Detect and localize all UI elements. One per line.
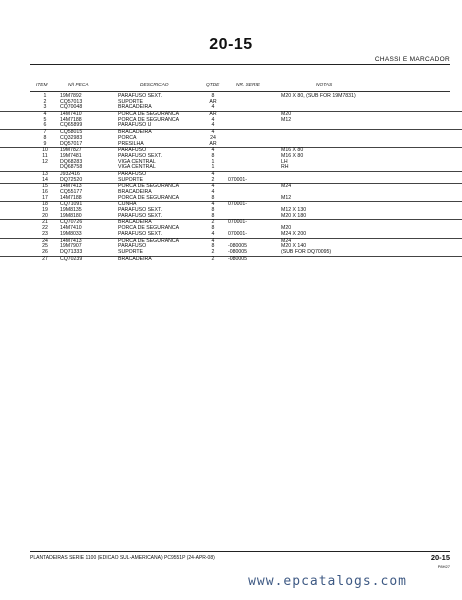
description-cell: PARAFUSO SEXT. (118, 207, 163, 214)
part-number-cell: 14M7413 (60, 237, 82, 244)
item-cell: 27 (42, 255, 48, 262)
part-number-cell: DQ71333 (60, 248, 83, 255)
part-number-cell: CQ55177 (60, 189, 83, 195)
notes-cell: M24 (281, 237, 292, 244)
part-number-cell: CQ58015 (60, 129, 83, 136)
description-cell: PORCA (118, 134, 137, 141)
serial-cell: 070001- (228, 230, 248, 237)
page-footer (30, 553, 450, 569)
footer-rule (30, 551, 450, 552)
item-cell: 2 (43, 98, 47, 105)
quantity-cell: 4 (211, 230, 215, 237)
table-header (0, 83, 462, 91)
parts-table (0, 94, 462, 262)
serial-cell: -080005 (228, 248, 248, 255)
col-qty-header: QTDE (206, 83, 220, 88)
quantity-cell: 4 (211, 237, 215, 244)
item-cell: 17 (42, 194, 48, 201)
footer-code: P8H27 (437, 564, 450, 569)
part-number-cell: DQ72520 (60, 176, 83, 183)
item-cell: 24 (42, 237, 48, 244)
table-row (0, 257, 462, 263)
item-cell: 21 (42, 219, 48, 226)
part-number-cell: CQ70048 (60, 104, 83, 111)
notes-cell: M20 (281, 225, 292, 232)
part-number-cell: DQ68283 (60, 158, 83, 165)
quantity-cell: AR (209, 140, 217, 147)
part-number-cell: J932416 (60, 170, 80, 177)
part-number-cell: 19M8180 (60, 212, 82, 219)
notes-cell: M24 X 200 (281, 230, 307, 237)
header-rule (30, 64, 450, 65)
quantity-cell: 2 (211, 255, 215, 262)
quantity-cell: 8 (211, 152, 215, 159)
description-cell: BRACADEIRA (118, 255, 152, 262)
part-number-cell: DQ68758 (60, 164, 83, 171)
quantity-cell: 8 (211, 243, 215, 250)
item-cell: 26 (42, 248, 48, 255)
quantity-cell: 4 (211, 189, 215, 195)
description-cell: PARAFUSO U (118, 122, 152, 129)
description-cell: SUPORTE (118, 248, 143, 255)
item-cell: 9 (43, 140, 47, 147)
quantity-cell: 4 (211, 129, 215, 136)
quantity-cell: 1 (211, 158, 215, 165)
section-title: CHASSI E MARCADOR (374, 56, 450, 63)
quantity-cell: 2 (211, 219, 215, 226)
description-cell: SUPORTE (118, 98, 143, 105)
item-cell: 18 (42, 201, 48, 208)
description-cell: CUNHA (118, 201, 137, 208)
serial-cell: -080005 (228, 243, 248, 250)
item-cell: 14 (42, 176, 48, 183)
quantity-cell: 2 (211, 248, 215, 255)
serial-cell: 070001- (228, 219, 248, 226)
part-number-cell: 19M7907 (60, 243, 82, 250)
quantity-cell: 4 (211, 122, 215, 129)
part-number-cell: CQ65899 (60, 122, 83, 129)
page-title: 20-15 (209, 36, 253, 53)
description-cell: PORCA DE SEGURANCA (118, 183, 180, 190)
item-cell: 19 (42, 207, 48, 214)
item-cell: 15 (42, 183, 48, 190)
serial-cell: -080005 (228, 255, 248, 262)
notes-cell: M12 (281, 116, 292, 123)
notes-cell: M24 (281, 183, 292, 190)
part-number-cell: 14M7410 (60, 225, 82, 232)
item-cell: 10 (42, 147, 48, 154)
quantity-cell: 4 (211, 183, 215, 190)
col-notes-header: NOTAS (316, 83, 333, 88)
quantity-cell: AR (209, 111, 217, 118)
part-number-cell: CQ32983 (60, 134, 83, 141)
item-cell: 22 (42, 225, 48, 232)
description-cell: PARAFUSO (118, 170, 147, 177)
part-number-cell: CQ70239 (60, 255, 83, 262)
col-serial-header: NR. SERIE (236, 83, 260, 88)
description-cell: PORCA DE SEGURANCA (118, 237, 180, 244)
quantity-cell: 2 (211, 176, 215, 183)
part-number-cell: 14M7413 (60, 183, 82, 190)
item-cell: 4 (43, 111, 47, 118)
item-cell: 1 (43, 93, 47, 99)
description-cell: PORCA DE SEGURANCA (118, 194, 180, 201)
notes-cell: M16 X 80 (281, 152, 304, 159)
notes-cell: M20 X 80, (SUB FOR 19M7831) (281, 93, 356, 99)
item-cell: 11 (42, 152, 48, 159)
description-cell: PARAFUSO SEXT. (118, 212, 163, 219)
item-cell: 25 (42, 243, 48, 250)
footer-text: PLANTADEIRAS SERIE 1100 (EDICAO SUL-AMERICANA) PC9551P (24-APR-08) (30, 555, 215, 561)
part-number-cell: CQ70726 (60, 219, 83, 226)
item-cell: 16 (42, 189, 48, 195)
notes-cell: M20 X 180 (281, 212, 307, 219)
description-cell: PARAFUSO SEXT. (118, 93, 163, 99)
quantity-cell: 1 (211, 164, 215, 171)
col-item-header: ITEM (36, 83, 48, 88)
item-cell: 5 (43, 116, 47, 123)
notes-cell: M20 X 140 (281, 243, 307, 250)
quantity-cell: 4 (211, 116, 215, 123)
part-number-cell: 14M7410 (60, 111, 82, 118)
part-number-cell: CQ57013 (60, 98, 83, 105)
serial-cell: 070001- (228, 201, 248, 208)
quantity-cell: 24 (210, 134, 216, 141)
notes-cell: M16 X 80 (281, 147, 304, 154)
notes-cell: LH (281, 158, 288, 165)
description-cell: BRACADEIRA (118, 104, 152, 111)
description-cell: PARAFUSO (118, 243, 147, 250)
quantity-cell: 8 (211, 93, 215, 99)
item-cell: 8 (43, 134, 47, 141)
description-cell: PORCA DE SEGURANCA (118, 111, 180, 118)
quantity-cell: 8 (211, 225, 215, 232)
item-cell: 3 (43, 104, 47, 111)
part-number-cell: 19M8135 (60, 207, 82, 214)
serial-cell: 070001- (228, 176, 248, 183)
part-number-cell: 14M7188 (60, 116, 82, 123)
description-cell: PORCA DE SEGURANCA (118, 116, 180, 123)
part-number-cell: 19M7827 (60, 147, 82, 154)
part-number-cell: 19M8033 (60, 230, 82, 237)
description-cell: PARAFUSO SEXT. (118, 230, 163, 237)
notes-cell: RH (281, 164, 289, 171)
notes-cell: M12 X 130 (281, 207, 307, 214)
description-cell: VIGA CENTRAL (118, 158, 156, 165)
description-cell: SUPORTE (118, 176, 143, 183)
item-cell: 7 (43, 129, 47, 136)
quantity-cell: 8 (211, 207, 215, 214)
description-cell: VIGA CENTRAL (118, 164, 156, 171)
item-cell: 20 (42, 212, 48, 219)
quantity-cell: 8 (211, 194, 215, 201)
description-cell: PARAFUSO (118, 147, 147, 154)
part-number-cell: DQ57017 (60, 140, 83, 147)
quantity-cell: 4 (211, 170, 215, 177)
item-cell: 6 (43, 122, 47, 129)
item-cell: 12 (42, 158, 48, 165)
footer-page-number: 20-15 (430, 553, 450, 562)
quantity-cell: AR (209, 98, 217, 105)
part-number-cell: 19M7481 (60, 152, 82, 159)
quantity-cell: 4 (211, 147, 215, 154)
description-cell: PORCA DE SEGURANCA (118, 225, 180, 232)
notes-cell: M12 (281, 194, 292, 201)
notes-cell: M20 (281, 111, 292, 118)
quantity-cell: 8 (211, 212, 215, 219)
col-part-header: N/I PECA (68, 83, 89, 88)
item-cell: 13 (42, 170, 48, 177)
description-cell: PRESILHA (118, 140, 144, 147)
watermark: www.epcatalogs.com (248, 574, 407, 589)
table-header-rule (30, 91, 450, 92)
notes-cell: (SUB FOR DQ70095) (281, 248, 332, 255)
description-cell: PARAFUSO SEXT. (118, 152, 163, 159)
description-cell: BRACADEIRA (118, 219, 152, 226)
description-cell: BRACADEIRA (118, 129, 152, 136)
quantity-cell: 4 (211, 201, 215, 208)
col-desc-header: DESCRICAO (140, 83, 169, 88)
item-cell: 23 (42, 230, 48, 237)
part-number-cell: CQ71091 (60, 201, 83, 208)
part-number-cell: 14M7188 (60, 194, 82, 201)
quantity-cell: 4 (211, 104, 215, 111)
description-cell: BRACADEIRA (118, 189, 152, 195)
part-number-cell: 19M7892 (60, 93, 82, 99)
